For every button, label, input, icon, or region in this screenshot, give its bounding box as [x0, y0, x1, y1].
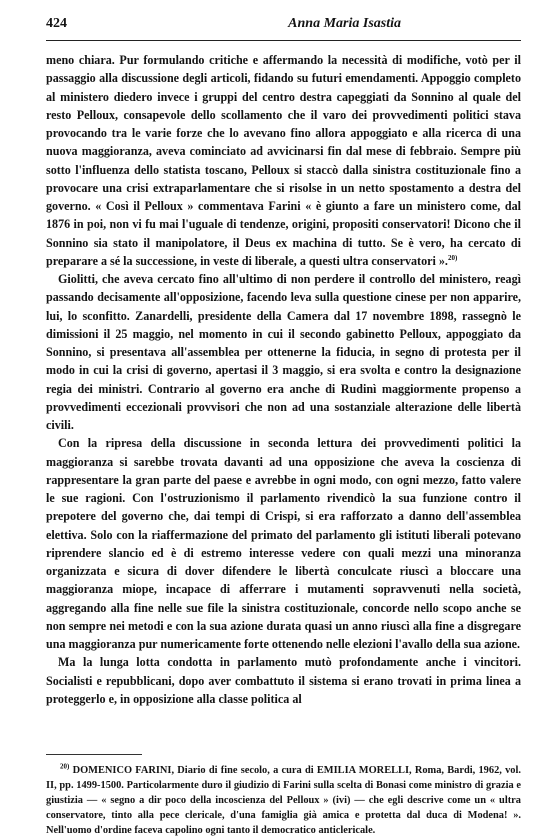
running-title: Anna Maria Isastia — [288, 16, 401, 31]
paragraph: Giolitti, che aveva cercato fino all'ultimo di non perdere il controllo del ministero, reagì passando decisamente all'opposizione, facendo leva sulla questione cinese per non apparire, lui, lo sconfitto. Zanardelli, presidente della Camera dal 17 novembre 1898, rassegnò le dimissioni il 25 maggio, nel momento in cui il secondo gabinetto Pelloux, appoggiato da Sonnino, si presentava all'assemblea per ottenerne la fiducia, in segno di protesta per il modo in cui la crisi di governo, apertasi il 3 maggio, si era svolta e contro la designazione regia dei ministri. Contrario al governo era anche di Rudinì maggiormente propenso a provvedimenti eccezionali provvisori che non ad una sostanziale alterazione delle libertà civili. — [46, 272, 521, 432]
body-text — [46, 51, 521, 708]
footnote-text: DOMENICO FARINI, Diario di fine secolo, a cura di EMILIA MORELLI, Roma, Bardi, 1962, vol. II, pp. 1499-1500. Particolarmente duro il giudizio di Farini sulla scelta di Bonasi come ministro di grazia e giustizia — « segno a dir poco della incoscienza del Pelloux » (ivi) — che egli descrive come un « ultra conservatore, tinto alla pece clericale, d'una famiglia già amica e protetta dal duca di Modena! ». Nell'uomo d'ordine faceva capolino ogni tanto il democratico anticlericale. — [46, 765, 521, 836]
book-page — [46, 16, 521, 838]
paragraph-text: meno chiara. Pur formulando critiche e affermando la necessità di modifiche, votò per il passaggio alla discussione degli articoli, fidando su futuri emendamenti. Appoggio completo al ministero diedero invece i gruppi del centro destra capeggiati da Sonnino al quale del resto Pelloux, consapevole dello scollamento che il varo dei provvedimenti politici stava provocando tra le varie forze che lo avevano fino allora appoggiato e alla ricerca di una nuova maggioranza, aveva cominciato ad avvicinarsi fin dal mese di febbraio. Sempre più sotto l'influenza dello statista toscano, Pelloux si staccò dalla sinistra costituzionale fino a provocare una crisi extraparlamentare che si risolse in un netto spostamento a destra del governo. « Così il Pelloux » commentava Farini « è giunto a fare un ministero come, dal 1876 in poi, non vi fu mai l'uguale di tendenze, origini, propositi conservatori! Dicono che il Sonnino sia stato il manipolatore, il Deus ex machina di tutto. Se è vero, ha cercato di preparare a sé la successione, in veste di liberale, a questi ultra conservatori ». — [46, 53, 521, 268]
paragraph: Con la ripresa della discussione in seconda lettura dei provvedimenti politici la maggioranza si sarebbe trovata davanti ad una opposizione che aveva la coscienza di rappresentare la gran parte del paese e avrebbe in ogni modo, con ogni mezzo, fatto valere le sue ragioni. Con l'ostruzionismo il parlamento rivendicò la sua funzione contro il prepotere del governo che, dai tempi di Crispi, si era rafforzato a danno dell'assemblea elettiva. Solo con la riaffermazione del primato del parlamento gli istituti liberali potevano riprendere slancio ed è di estremo interesse vedere con quali mezzi una minoranza organizzata e sicura di dover difendere le libertà conculcate riuscì a bloccare una maggioranza miope, incapace di afferrare i mutamenti sopravvenuti nella società, aggregando alla fine nelle sue file la sinistra costituzionale, concorde nello scopo anche se non sempre nei metodi e con la sua azione durata quasi un anno riuscì alla fine a disgregare una maggioranza pur numericamente forte ottenendo nelle elezioni l'avallo della sua azione. — [46, 436, 521, 651]
footnote-marker: 20) — [60, 762, 70, 771]
page-header — [46, 16, 521, 41]
footnote — [46, 763, 521, 838]
footnote-divider — [46, 754, 142, 755]
page-number: 424 — [46, 16, 67, 31]
paragraph: Ma la lunga lotta condotta in parlamento mutò profondamente anche i vincitori. Socialisti e repubblicani, dopo aver combattuto il sistema si erano trovati in prima linea a proteggerlo e, in opposizione alla classe politica al — [46, 655, 521, 706]
footnote-reference: 20) — [447, 253, 458, 262]
paragraph — [46, 51, 521, 270]
